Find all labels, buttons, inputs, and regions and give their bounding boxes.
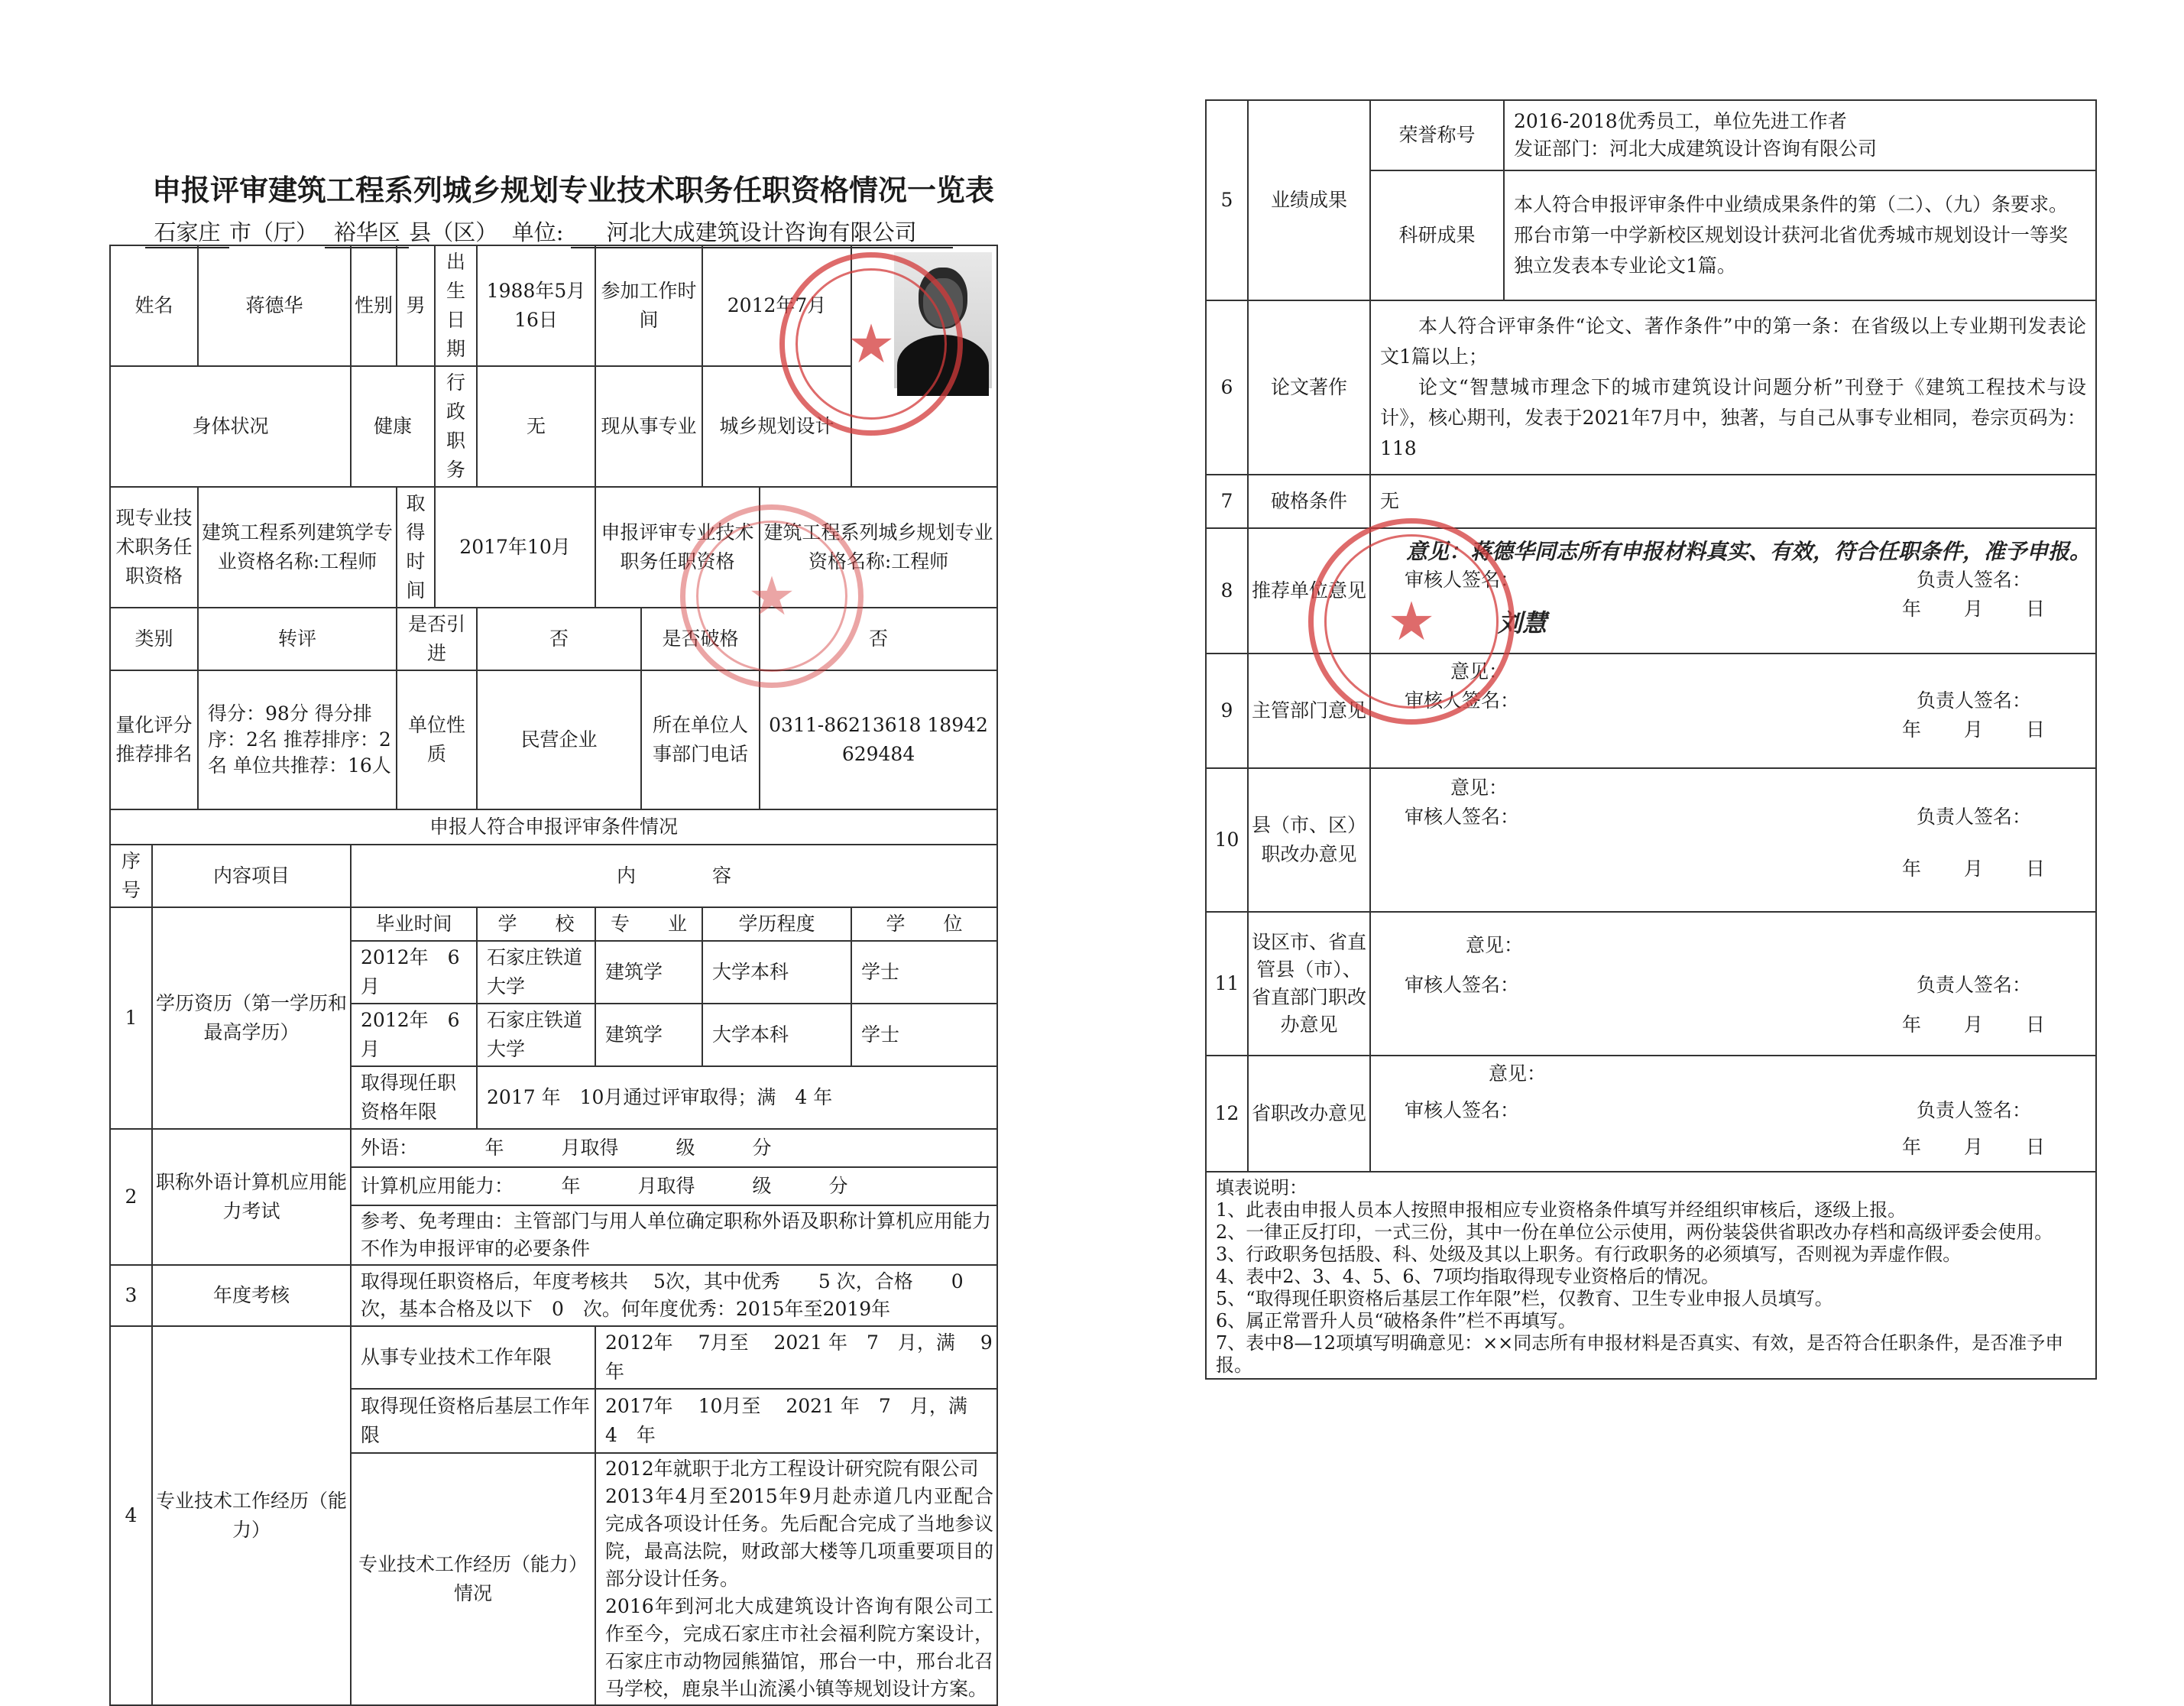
r4-y1-label: 从事专业技术工作年限 — [351, 1326, 595, 1389]
r1-h0: 毕业时间 — [351, 907, 477, 941]
r8-leader-label: 负责人签名： — [1916, 569, 2031, 591]
r1-row1-major: 建筑学 — [595, 1004, 702, 1066]
r4-exp-0: 2012年就职于北方工程设计研究院有限公司 — [605, 1458, 979, 1480]
r1-row0-major: 建筑学 — [595, 941, 702, 1004]
col-no: 序号 — [110, 845, 152, 907]
applicant-photo — [894, 252, 992, 388]
r4-y2-value: 2017年 10月至 2021 年 7 月，满 4 年 — [595, 1389, 997, 1453]
r5-research-0: 本人符合申报评审条件中业绩成果条件的第（二）、（九）条要求。 — [1514, 193, 2069, 216]
birth-value: 1988年5月16日 — [477, 245, 595, 366]
city-suffix: 市（厅） — [229, 219, 319, 245]
unit-nature-value: 民营企业 — [477, 670, 641, 809]
break-value: 否 — [760, 608, 997, 670]
r10-date: 年 月 日 — [1901, 858, 2046, 880]
r6-item: 论文著作 — [1248, 300, 1370, 475]
col-item: 内容项目 — [152, 845, 351, 907]
health-value: 健康 — [351, 366, 435, 487]
r6-text-1: 论文“智慧城市理念下的城市建筑设计问题分析”刊登于《建筑工程技术与设计》，核心期刊，发表于2021年7月中，独著，与自己从事专业相同，卷宗页码为：118 — [1380, 376, 2086, 459]
r5-research-2: 独立发表本专业论文1篇。 — [1514, 255, 1736, 277]
note-2: 2、一律正反打印，一式三份，其中一份在单位公示使用，两份装袋供省职改办存档和高级评委会使用。 — [1216, 1221, 2053, 1243]
r12-reviewer-label: 审核人签名： — [1405, 1099, 1520, 1121]
r3-text: 取得现任职资格后，年度考核共 5次，其中优秀 5 次，合格 0 次，基本合格及以下 0 次。何年度优秀：2015年至2019年 — [351, 1265, 997, 1326]
r1-row0-time: 2012年 6 月 — [351, 941, 477, 1004]
r11-item: 设区市、省直管县（市）、省直部门职改办意见 — [1248, 912, 1370, 1056]
r1-row1-time: 2012年 6 月 — [351, 1004, 477, 1066]
note-6: 6、属正常晋升人员“破格条件”栏不再填写。 — [1216, 1310, 1576, 1331]
r10-leader-label: 负责人签名： — [1916, 806, 2031, 828]
r12-leader-label: 负责人签名： — [1916, 1099, 2031, 1121]
type-value: 转评 — [198, 608, 397, 670]
left-table — [109, 245, 1012, 1706]
r5-research-1: 邢台市第一中学新校区规划设计获河北省优秀城市规划设计一等奖 — [1514, 224, 2069, 246]
r1-item: 学历资历（第一学历和最高学历） — [152, 907, 351, 1129]
r11-leader-label: 负责人签名： — [1916, 974, 2031, 996]
r10-item: 县（市、区）职改办意见 — [1248, 768, 1370, 912]
r12-opinion-label: 意见： — [1489, 1062, 1547, 1085]
unit-name: 河北大成建筑设计咨询有限公司 — [571, 216, 953, 248]
r4-no: 4 — [110, 1326, 152, 1705]
r7-no: 7 — [1206, 475, 1248, 528]
r9-leader-label: 负责人签名： — [1916, 689, 2031, 712]
major-label: 现从事专业 — [595, 366, 702, 487]
r3-item: 年度考核 — [152, 1265, 351, 1326]
name-value: 蒋德华 — [198, 245, 351, 366]
r5-honor-label: 荣誉称号 — [1370, 100, 1504, 170]
r2-computer: 计算机应用能力： 年 月取得 级 分 — [351, 1167, 997, 1205]
form-title: 申报评审建筑工程系列城乡规划专业技术职务任职资格情况一览表 — [151, 173, 994, 207]
unit-nature-label: 单位性质 — [397, 670, 477, 809]
r5-honor-1: 发证部门：河北大成建筑设计咨询有限公司 — [1514, 138, 1878, 160]
r1-h3: 学历程度 — [702, 907, 851, 941]
star-icon: ★ — [847, 313, 896, 375]
r2-foreign: 外语： 年 月取得 级 分 — [351, 1129, 997, 1167]
note-5: 5、“取得现任职资格后基层工作年限”栏，仅教育、卫生专业申报人员填写。 — [1216, 1288, 1833, 1309]
star-icon: ★ — [747, 565, 796, 628]
note-0: 填表说明： — [1216, 1177, 1307, 1198]
r5-honor-0: 2016-2018优秀员工，单位先进工作者 — [1514, 110, 1847, 132]
r5-research-label: 科研成果 — [1370, 170, 1504, 300]
r4-item: 专业技术工作经历（能力） — [152, 1326, 351, 1705]
admin-value: 无 — [477, 366, 595, 487]
col-content: 内 容 — [351, 845, 997, 907]
apply-label: 申报评审专业技术职务任职资格 — [595, 487, 760, 608]
right-table — [1205, 99, 2097, 1380]
cur-qual-label: 现专业技术职务任职资格 — [110, 487, 198, 608]
r8-reviewer-label: 审核人签名： — [1405, 569, 1520, 591]
sex-label: 性别 — [351, 245, 397, 366]
form-header — [145, 216, 953, 248]
r9-reviewer-label: 审核人签名： — [1405, 689, 1520, 712]
r9-opinion-label: 意见： — [1450, 660, 1508, 683]
note-1: 1、此表由申报人员本人按照申报相应专业资格条件填写并经组织审核后，逐级上报。 — [1216, 1199, 1907, 1221]
r6-no: 6 — [1206, 300, 1248, 475]
admin-label: 行政职务 — [435, 366, 477, 487]
r1-row0-school: 石家庄铁道大学 — [477, 941, 595, 1004]
phone-value: 0311-86213618 18942629484 — [760, 670, 997, 809]
r3-no: 3 — [110, 1265, 152, 1326]
r4-exp-label: 专业技术工作经历（能力）情况 — [351, 1453, 595, 1705]
r1-h1: 学 校 — [477, 907, 595, 941]
star-icon: ★ — [1387, 590, 1436, 653]
work-label: 参加工作时间 — [595, 245, 702, 366]
r11-opinion-label: 意见： — [1466, 934, 1524, 956]
work-value: 2012年7月 — [702, 245, 851, 366]
r1-limit-label: 取得现任职资格年限 — [351, 1066, 477, 1129]
r9-no: 9 — [1206, 654, 1248, 768]
r1-row0-degree: 学士 — [851, 941, 997, 1004]
r7-item: 破格条件 — [1248, 475, 1370, 528]
r12-item: 省职改办意见 — [1248, 1056, 1370, 1172]
r8-date: 年 月 日 — [1901, 598, 2046, 620]
r11-reviewer-label: 审核人签名： — [1405, 974, 1520, 996]
intro-value: 否 — [477, 608, 641, 670]
r5-item: 业绩成果 — [1248, 100, 1370, 300]
get-time-value: 2017年10月 — [435, 487, 595, 608]
rank-value: 得分：98分 得分排序：2名 推荐排序：2名 单位共推荐：16人 — [198, 670, 397, 809]
birth-label: 出生日期 — [435, 245, 477, 366]
r4-y1-value: 2012年 7月至 2021 年 7 月，满 9 年 — [595, 1326, 997, 1389]
r12-date: 年 月 日 — [1901, 1136, 2046, 1158]
r6-text-0: 本人符合评审条件“论文、著作条件”中的第一条：在省级以上专业期刊发表论文1篇以上； — [1380, 315, 2086, 368]
district-suffix: 县（区） — [409, 219, 498, 245]
cur-qual-value: 建筑工程系列建筑学专业资格名称:工程师 — [198, 487, 397, 608]
r5-no: 5 — [1206, 100, 1248, 300]
r10-opinion-label: 意见： — [1450, 777, 1508, 799]
break-label: 是否破格 — [641, 608, 760, 670]
r4-y2-label: 取得现任资格后基层工作年限 — [351, 1389, 595, 1453]
r1-row0-level: 大学本科 — [702, 941, 851, 1004]
r2-exempt: 参考、免考理由：主管部门与用人单位确定职称外语及职称计算机应用能力不作为申报评审的必要条件 — [351, 1205, 997, 1265]
type-label: 类别 — [110, 608, 198, 670]
section-title: 申报人符合申报评审条件情况 — [110, 809, 997, 845]
note-4: 4、表中2、3、4、5、6、7项均指取得现专业资格后的情况。 — [1216, 1266, 1719, 1287]
district: 裕华区 — [325, 216, 409, 248]
apply-value: 建筑工程系列城乡规划专业资格名称:工程师 — [760, 487, 997, 608]
r1-row1-school: 石家庄铁道大学 — [477, 1004, 595, 1066]
r4-exp-1: 2013年4月至2015年9月赴赤道几内亚配合完成各项设计任务。先后配合完成了当地参议院，最高法院，财政部大楼等几项重要项目的部分设计任务。 — [605, 1485, 994, 1590]
r1-no: 1 — [110, 907, 152, 1129]
handwritten-signature: 刘慧 — [1498, 608, 1547, 637]
r1-row1-degree: 学士 — [851, 1004, 997, 1066]
r8-handwritten-opinion: 意见：蒋德华同志所有申报材料真实、有效，符合任职条件，准予申报。 — [1406, 539, 2092, 564]
sex-value: 男 — [397, 245, 435, 366]
note-7: 7、表中8—12项填写明确意见：××同志所有申报材料是否真实、有效，是否符合任职条件，是否准予申报。 — [1216, 1332, 2064, 1376]
major-value: 城乡规划设计 — [702, 366, 851, 487]
intro-label: 是否引进 — [397, 608, 477, 670]
health-label: 身体状况 — [110, 366, 351, 487]
r11-no: 11 — [1206, 912, 1248, 1056]
r1-row1-level: 大学本科 — [702, 1004, 851, 1066]
unit-label: 单位: — [511, 219, 564, 245]
r1-h4: 学 位 — [851, 907, 997, 941]
r12-no: 12 — [1206, 1056, 1248, 1172]
r9-date: 年 月 日 — [1901, 718, 2046, 741]
r8-item: 推荐单位意见 — [1248, 528, 1370, 654]
r8-no: 8 — [1206, 528, 1248, 654]
r10-no: 10 — [1206, 768, 1248, 912]
get-time-label: 取得时间 — [397, 487, 435, 608]
r4-exp-2: 2016年到河北大成建筑设计咨询有限公司工作至今，完成石家庄市社会福利院方案设计，石家庄市动物园熊猫馆，邢台一中，邢台北召马学校，鹿泉半山流溪小镇等规划设计方案。 — [605, 1595, 994, 1700]
rank-label: 量化评分推荐排名 — [110, 670, 198, 809]
r11-date: 年 月 日 — [1901, 1014, 2046, 1036]
r1-h2: 专 业 — [595, 907, 702, 941]
r7-text: 无 — [1370, 475, 2096, 528]
city: 石家庄 — [145, 216, 229, 248]
r10-reviewer-label: 审核人签名： — [1405, 806, 1520, 828]
r2-item: 职称外语计算机应用能力考试 — [152, 1129, 351, 1265]
r9-item: 主管部门意见 — [1248, 654, 1370, 768]
phone-label: 所在单位人事部门电话 — [641, 670, 760, 809]
r1-limit-value: 2017 年 10月通过评审取得；满 4 年 — [477, 1066, 997, 1129]
r2-no: 2 — [110, 1129, 152, 1265]
note-3: 3、行政职务包括股、科、处级及其以上职务。有行政职务的必须填写，否则视为弄虚作假。 — [1216, 1244, 1962, 1265]
name-label: 姓名 — [110, 245, 198, 366]
